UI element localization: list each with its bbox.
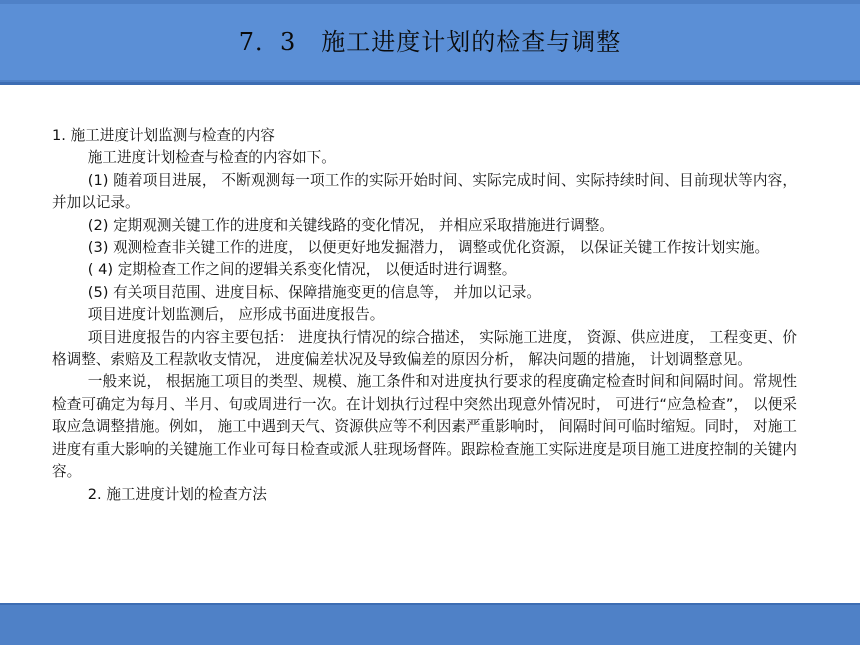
list-item-1: (1) 随着项目进展， 不断观测每一项工作的实际开始时间、实际完成时间、实际持续时间、目前现状等内容， 并加以记录。 (52, 171, 797, 212)
list-item-4: ( 4) 定期检查工作之间的逻辑关系变化情况， 以便适时进行调整。 (87, 261, 517, 279)
slide-title: 7．3 施工进度计划的检查与调整 (238, 28, 622, 56)
list-item-3: (3) 观测检查非关键工作的进度， 以便更好地发掘潜力， 调整或优化资源， 以保证关键工作按计划实施。 (87, 239, 770, 257)
paragraph: 项目进度计划监测后， 应形成书面进度报告。 (87, 306, 385, 324)
paragraph: 项目进度报告的内容主要包括： 进度执行情况的综合描述， 实际施工进度， 资源、供应进度， 工程变更、价格调整、索赔及工程款收支情况， 进度偏差状况及导致偏差的原因分析， 解决问题的措施， 计划调整意见。 (52, 328, 797, 369)
paragraph: 一般来说， 根据施工项目的类型、规模、施工条件和对进度执行要求的程度确定检查时间和间隔时间。常规性检查可确定为每月、半月、旬或周进行一次。在计划执行过程中突然出现意外情况时， 可进行“应急检查”， 以便采取应急调整措施。例如， 施工中遇到天气、资源供应等不利因素严重影响时， 间隔时间可临时缩短。同时， 对施工进度有重大影响的关键施工作业可每日检查或派人驻现场督阵。跟踪检查施工实际进度是项目施工进度控制的关键内容。 (52, 373, 797, 481)
content-body (52, 125, 797, 506)
section-heading-1: 1. 施工进度计划监测与检查的内容 (52, 127, 275, 144)
list-item-5: (5) 有关项目范围、进度目标、保障措施变更的信息等， 并加以记录。 (87, 283, 541, 301)
section-heading-2: 2. 施工进度计划的检查方法 (87, 485, 267, 503)
footer-band (0, 603, 860, 645)
paragraph: 施工进度计划检查与检查的内容如下。 (87, 149, 336, 167)
list-item-2: (2) 定期观测关键工作的进度和关键线路的变化情况， 并相应采取措施进行调整。 (87, 216, 614, 234)
